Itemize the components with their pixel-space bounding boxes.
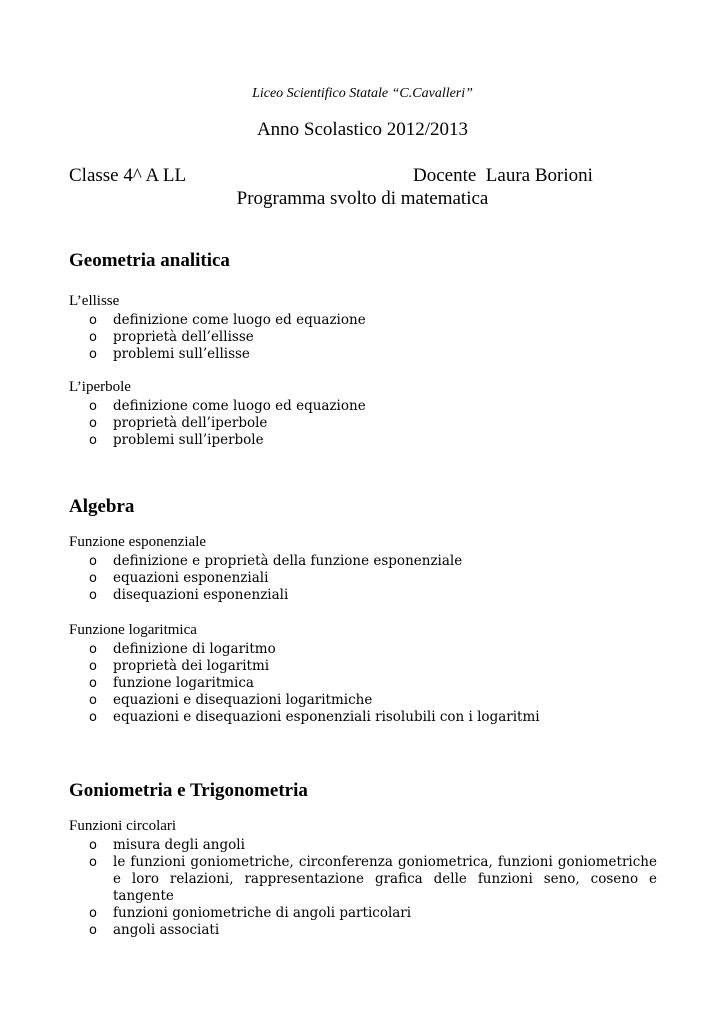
school-name: Liceo Scientifico Statale “C.Cavalleri” (252, 86, 473, 101)
list-item: o misura degli angoli (89, 837, 245, 853)
bullet-icon: o (89, 923, 97, 938)
bullet-icon: o (89, 416, 97, 431)
list-ellisse (89, 312, 657, 363)
list-item: o definizione di logaritmo (89, 641, 276, 657)
program-title: Programma svolto di matematica (236, 188, 489, 209)
list-item: o equazioni esponenziali (89, 570, 269, 586)
list-item: o le funzioni goniometriche, circonferenza goniometrica, funzioni goniometriche e loro relazioni, rappresentazione grafica delle funzioni seno, coseno e tangente (89, 854, 657, 904)
bullet-icon: o (89, 347, 97, 362)
subtitle-logaritmica: Funzione logaritmica (69, 622, 197, 638)
list-item: o angoli associati (89, 922, 220, 938)
bullet-icon: o (89, 313, 97, 328)
bullet-icon: o (89, 855, 97, 870)
list-item: o definizione come luogo ed equazione (89, 398, 366, 414)
teacher-label: Docente Laura Borioni (413, 165, 593, 186)
bullet-icon: o (89, 676, 97, 691)
list-item: o definizione e proprietà della funzione esponenziale (89, 553, 463, 569)
list-item: o equazioni e disequazioni esponenziali risolubili con i logaritmi (89, 709, 540, 725)
bullet-icon: o (89, 838, 97, 853)
bullet-icon: o (89, 642, 97, 657)
list-esponenziale (89, 553, 657, 604)
bullet-icon: o (89, 399, 97, 414)
subtitle-funzioni-circolari: Funzioni circolari (69, 818, 177, 834)
section-title-goniometria: Goniometria e Trigonometria (69, 780, 308, 801)
list-item: o proprietà dei logaritmi (89, 658, 270, 674)
bullet-icon: o (89, 906, 97, 921)
bullet-icon: o (89, 330, 97, 345)
list-item: o problemi sull’ellisse (89, 346, 250, 362)
list-item: o equazioni e disequazioni logaritmiche (89, 692, 373, 708)
list-item: o funzioni goniometriche di angoli particolari (89, 905, 412, 921)
subtitle-ellisse: L’ellisse (69, 293, 120, 309)
bullet-icon: o (89, 554, 97, 569)
bullet-icon: o (89, 433, 97, 448)
list-iperbole (89, 398, 657, 449)
school-year: Anno Scolastico 2012/2013 (256, 119, 469, 140)
list-item: o problemi sull’iperbole (89, 432, 264, 448)
list-item: o disequazioni esponenziali (89, 587, 289, 603)
bullet-icon: o (89, 693, 97, 708)
list-item: o definizione come luogo ed equazione (89, 312, 366, 328)
subtitle-iperbole: L’iperbole (69, 379, 131, 395)
list-funzioni-circolari (89, 837, 657, 939)
section-title-algebra: Algebra (69, 496, 135, 517)
bullet-icon: o (89, 659, 97, 674)
section-title-geometria: Geometria analitica (69, 250, 230, 271)
bullet-icon: o (89, 588, 97, 603)
list-item: o proprietà dell’iperbole (89, 415, 268, 431)
subtitle-esponenziale: Funzione esponenziale (69, 534, 207, 550)
list-item: o proprietà dell’ellisse (89, 329, 254, 345)
class-label: Classe 4^ A LL (69, 165, 187, 186)
bullet-icon: o (89, 710, 97, 725)
bullet-icon: o (89, 571, 97, 586)
list-item: o funzione logaritmica (89, 675, 254, 691)
list-logaritmica (89, 641, 657, 726)
